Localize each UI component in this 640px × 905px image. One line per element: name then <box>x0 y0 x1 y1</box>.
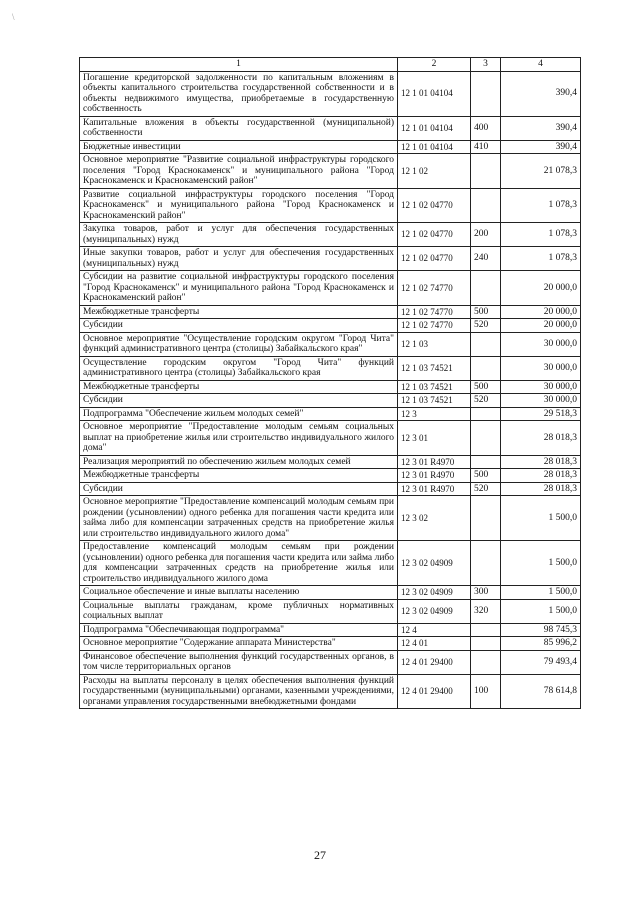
row-name-cell: Основное мероприятие "Осуществление городским округом "Город Чита" функций административного центра (столицы) Забайкальского края" <box>80 332 398 356</box>
row-expense-type-cell: 240 <box>471 247 501 271</box>
row-code-cell: 12 1 01 04104 <box>398 116 471 140</box>
table-row <box>80 482 581 496</box>
table-row <box>80 380 581 394</box>
row-name-cell: Осуществление городским округом "Город Чита" функций административного центра (столицы) Забайкальского края <box>80 356 398 380</box>
row-code-cell: 12 1 02 04770 <box>398 188 471 223</box>
row-expense-type-cell <box>471 271 501 306</box>
row-code-cell: 12 1 02 74770 <box>398 271 471 306</box>
row-amount-cell: 28 018,3 <box>501 482 581 496</box>
row-code-cell: 12 1 03 74521 <box>398 394 471 408</box>
row-expense-type-cell: 300 <box>471 586 501 600</box>
header-col-1: 1 <box>80 58 398 72</box>
row-name-cell: Основное мероприятие "Содержание аппарата Министерства" <box>80 637 398 651</box>
row-amount-cell: 1 500,0 <box>501 599 581 623</box>
row-amount-cell: 1 078,3 <box>501 247 581 271</box>
row-name-cell: Финансовое обеспечение выполнения функций государственных органов, в том числе территориальных органов <box>80 650 398 674</box>
table-row <box>80 407 581 421</box>
row-name-cell: Субсидии <box>80 482 398 496</box>
table-row <box>80 674 581 709</box>
row-amount-cell: 28 018,3 <box>501 421 581 456</box>
table-row <box>80 271 581 306</box>
table-header <box>80 58 581 72</box>
row-code-cell: 12 1 02 <box>398 154 471 189</box>
header-row <box>80 58 581 72</box>
table-row <box>80 394 581 408</box>
table-row <box>80 421 581 456</box>
row-expense-type-cell <box>471 407 501 421</box>
row-expense-type-cell: 410 <box>471 140 501 154</box>
row-amount-cell: 1 078,3 <box>501 188 581 223</box>
row-expense-type-cell <box>471 637 501 651</box>
row-amount-cell: 30 000,0 <box>501 380 581 394</box>
row-code-cell: 12 3 01 R4970 <box>398 482 471 496</box>
table-row <box>80 319 581 333</box>
row-amount-cell: 28 018,3 <box>501 469 581 483</box>
row-name-cell: Основное мероприятие "Предоставление молодым семьям социальных выплат на приобретение жилья или строительство индивидуального жилого дома" <box>80 421 398 456</box>
row-amount-cell: 1 500,0 <box>501 541 581 586</box>
row-amount-cell: 20 000,0 <box>501 271 581 306</box>
header-col-3: 3 <box>471 58 501 72</box>
page-number: 27 <box>314 848 326 862</box>
header-col-2: 2 <box>398 58 471 72</box>
table-row <box>80 586 581 600</box>
row-expense-type-cell: 200 <box>471 223 501 247</box>
row-code-cell: 12 3 02 04909 <box>398 599 471 623</box>
row-expense-type-cell: 520 <box>471 394 501 408</box>
row-amount-cell: 28 018,3 <box>501 455 581 469</box>
row-amount-cell: 20 000,0 <box>501 305 581 319</box>
row-code-cell: 12 3 01 R4970 <box>398 469 471 483</box>
row-code-cell: 12 1 01 04104 <box>398 140 471 154</box>
row-code-cell: 12 3 <box>398 407 471 421</box>
row-name-cell: Бюджетные инвестиции <box>80 140 398 154</box>
table-row <box>80 455 581 469</box>
row-expense-type-cell: 500 <box>471 380 501 394</box>
table-row <box>80 223 581 247</box>
row-code-cell: 12 3 02 04909 <box>398 541 471 586</box>
table-row <box>80 356 581 380</box>
row-name-cell: Социальные выплаты гражданам, кроме публичных нормативных социальных выплат <box>80 599 398 623</box>
table-row <box>80 637 581 651</box>
row-name-cell: Расходы на выплаты персоналу в целях обеспечения выполнения функций государственными (муниципальными) органами, казенными учреждениями, органами управления государственными внебюджетными фондами <box>80 674 398 709</box>
table-row <box>80 154 581 189</box>
row-expense-type-cell <box>471 650 501 674</box>
row-amount-cell: 390,4 <box>501 71 581 116</box>
row-name-cell: Иные закупки товаров, работ и услуг для обеспечения государственных (муниципальных) нужд <box>80 247 398 271</box>
row-expense-type-cell: 520 <box>471 319 501 333</box>
row-amount-cell: 85 996,2 <box>501 637 581 651</box>
row-code-cell: 12 1 02 04770 <box>398 223 471 247</box>
row-code-cell: 12 1 01 04104 <box>398 71 471 116</box>
table-row <box>80 599 581 623</box>
row-amount-cell: 29 518,3 <box>501 407 581 421</box>
row-name-cell: Подпрограмма "Обеспечивающая подпрограмма" <box>80 623 398 637</box>
corner-mark: \ <box>12 12 15 22</box>
row-code-cell: 12 1 03 74521 <box>398 356 471 380</box>
row-amount-cell: 30 000,0 <box>501 356 581 380</box>
row-code-cell: 12 1 02 04770 <box>398 247 471 271</box>
row-expense-type-cell: 520 <box>471 482 501 496</box>
row-amount-cell: 30 000,0 <box>501 332 581 356</box>
table-row <box>80 469 581 483</box>
row-expense-type-cell <box>471 541 501 586</box>
table-row <box>80 305 581 319</box>
row-expense-type-cell <box>471 623 501 637</box>
row-name-cell: Капитальные вложения в объекты государственной (муниципальной) собственности <box>80 116 398 140</box>
row-name-cell: Субсидии на развитие социальной инфраструктуры городского поселения "Город Краснокаменск" и муниципального района "Город Краснокаменск и Краснокаменский район" <box>80 271 398 306</box>
row-amount-cell: 78 614,8 <box>501 674 581 709</box>
row-amount-cell: 20 000,0 <box>501 319 581 333</box>
table-row <box>80 71 581 116</box>
row-expense-type-cell <box>471 496 501 541</box>
row-expense-type-cell <box>471 356 501 380</box>
row-code-cell: 12 1 02 74770 <box>398 319 471 333</box>
header-col-4: 4 <box>501 58 581 72</box>
row-amount-cell: 390,4 <box>501 140 581 154</box>
row-code-cell: 12 3 02 <box>398 496 471 541</box>
row-amount-cell: 30 000,0 <box>501 394 581 408</box>
row-expense-type-cell <box>471 332 501 356</box>
table-row <box>80 541 581 586</box>
row-name-cell: Подпрограмма "Обеспечение жильем молодых семей" <box>80 407 398 421</box>
table-row <box>80 332 581 356</box>
row-expense-type-cell: 500 <box>471 469 501 483</box>
row-code-cell: 12 3 01 <box>398 421 471 456</box>
table-row <box>80 650 581 674</box>
row-expense-type-cell <box>471 154 501 189</box>
row-amount-cell: 1 500,0 <box>501 586 581 600</box>
row-code-cell: 12 4 01 29400 <box>398 674 471 709</box>
table-row <box>80 116 581 140</box>
row-code-cell: 12 1 03 <box>398 332 471 356</box>
row-expense-type-cell <box>471 455 501 469</box>
row-name-cell: Погашение кредиторской задолженности по капитальным вложениям в объекты капитального строительства государственной собственности и в объекты недвижимого имущества, приобретаемые в государственную собственность <box>80 71 398 116</box>
row-name-cell: Субсидии <box>80 319 398 333</box>
row-name-cell: Межбюджетные трансферты <box>80 380 398 394</box>
row-code-cell: 12 4 <box>398 623 471 637</box>
budget-table <box>79 57 581 709</box>
row-name-cell: Социальное обеспечение и иные выплаты населению <box>80 586 398 600</box>
table-body <box>80 71 581 709</box>
row-code-cell: 12 1 03 74521 <box>398 380 471 394</box>
row-expense-type-cell <box>471 421 501 456</box>
row-amount-cell: 21 078,3 <box>501 154 581 189</box>
row-amount-cell: 390,4 <box>501 116 581 140</box>
table-row <box>80 188 581 223</box>
row-code-cell: 12 3 02 04909 <box>398 586 471 600</box>
row-name-cell: Реализация мероприятий по обеспечению жильем молодых семей <box>80 455 398 469</box>
row-amount-cell: 79 493,4 <box>501 650 581 674</box>
row-name-cell: Закупка товаров, работ и услуг для обеспечения государственных (муниципальных) нужд <box>80 223 398 247</box>
row-expense-type-cell <box>471 188 501 223</box>
row-name-cell: Субсидии <box>80 394 398 408</box>
row-code-cell: 12 4 01 29400 <box>398 650 471 674</box>
row-name-cell: Предоставление компенсаций молодым семьям при рождении (усыновлении) одного ребенка для погашения части кредита или займа либо для компенсации затраченных средств на приобретение жилья или строительство индивидуального жилого дома <box>80 541 398 586</box>
row-code-cell: 12 4 01 <box>398 637 471 651</box>
table-row <box>80 140 581 154</box>
row-expense-type-cell: 320 <box>471 599 501 623</box>
row-code-cell: 12 3 01 R4970 <box>398 455 471 469</box>
row-name-cell: Основное мероприятие "Предоставление компенсаций молодым семьям при рождении (усыновлении) одного ребенка для погашения части кредита или займа либо для компенсации затраченных средств на приобретение жилья или строительство индивидуального жилого дома" <box>80 496 398 541</box>
row-name-cell: Межбюджетные трансферты <box>80 469 398 483</box>
table-row <box>80 247 581 271</box>
row-expense-type-cell <box>471 71 501 116</box>
row-expense-type-cell: 400 <box>471 116 501 140</box>
row-name-cell: Развитие социальной инфраструктуры городского поселения "Город Краснокаменск" и муниципального района "Город Краснокаменск и Краснокаменский район" <box>80 188 398 223</box>
row-expense-type-cell: 100 <box>471 674 501 709</box>
table-row <box>80 496 581 541</box>
row-amount-cell: 1 078,3 <box>501 223 581 247</box>
row-amount-cell: 98 745,3 <box>501 623 581 637</box>
row-expense-type-cell: 500 <box>471 305 501 319</box>
row-name-cell: Основное мероприятие "Развитие социальной инфраструктуры городского поселения "Город Краснокаменск" и муниципального района "Город Краснокаменск и Краснокаменский район" <box>80 154 398 189</box>
row-name-cell: Межбюджетные трансферты <box>80 305 398 319</box>
row-amount-cell: 1 500,0 <box>501 496 581 541</box>
row-code-cell: 12 1 02 74770 <box>398 305 471 319</box>
table-row <box>80 623 581 637</box>
